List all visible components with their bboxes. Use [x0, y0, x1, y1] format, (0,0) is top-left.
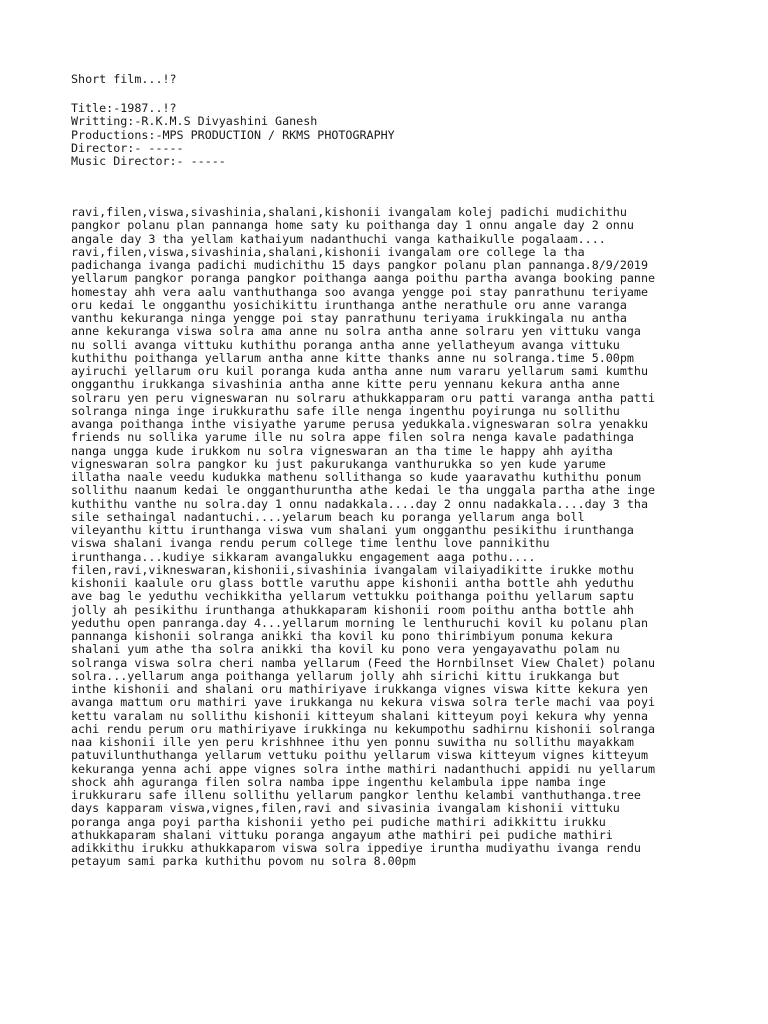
story-line: kishonii kaalule oru glass bottle varuthu appe kishonii antha bottle ahh yeduthu: [71, 576, 634, 590]
story-line: kettu varalam nu sollithu kishonii kitteyum shalani kitteyum poyi kekura why yenna: [71, 708, 648, 723]
story-line: friends nu sollika yarume ille nu solra appe filen solra nenga kavale padathinga: [71, 430, 634, 445]
story-line: kuthithu poithanga yellarum antha anne kitte thanks anne nu solranga.time 5.00pm: [71, 350, 634, 365]
story-line: nanga ungga kude irukkom nu solra vigneswaran an tha time le happy ahh ayitha: [71, 443, 613, 458]
credits-block: [71, 102, 395, 168]
story-line: nu solli avanga vittuku kuthithu poranga antha anne yellatheyum avanga vittuku: [71, 337, 620, 352]
story-line: ayiruchi yellarum oru kuil poranga kuda antha anne num vararu yellarum sami kumthu: [71, 364, 648, 378]
story-line: days kapparam viswa,vignes,filen,ravi and sivasinia ivangalam kishonii vittuku: [71, 801, 620, 816]
story-line: irunthanga...kudiye sikkaram avangalukku engagement aaga pothu....: [71, 549, 536, 564]
story-line: solraru yen peru vigneswaran nu solraru athukkapparam oru patti varanga antha patti: [71, 390, 656, 405]
story-line: sollithu naanum kedai le ongganthuruntha athe kedai le tha unggala partha athe inge: [71, 483, 656, 498]
story-line: yellarum pangkor poranga pangkor poithanga aanga poithu partha avanga booking panne: [71, 271, 656, 286]
music-director-line: Music Director:- -----: [71, 154, 226, 168]
writer-line: Writting:-R.K.M.S Divyashini Ganesh: [71, 114, 318, 129]
story-line: kekuranga yenna achi appe vignes solra inthe mathiri nadanthuchi appidi nu yellarum: [71, 761, 656, 776]
story-line: pannanga kishonii solranga anikki tha kovil ku pono thirimbiyum ponuma kekura: [71, 629, 613, 643]
story-line: ongganthu irukkanga sivashinia antha anne kitte peru yennanu kekura antha anne: [71, 377, 620, 392]
story-line: vigneswaran solra pangkor ku just pakurukanga vanthurukka so yen kude yarume: [71, 456, 606, 471]
story-line: ravi,filen,viswa,sivashinia,shalani,kishonii ivangalam kolej padichi mudichithu: [71, 205, 627, 219]
story-line: jolly ah pesikithu irunthanga athukkaparam kishonii room poithu antha bottle ahh: [71, 602, 634, 617]
productions-line: Productions:-MPS PRODUCTION / RKMS PHOTOGRAPHY: [71, 127, 395, 142]
story-line: vileyanthu kittu irunthanga viswa vum shalani yum ongganthu pesikithu irunthanga: [71, 523, 634, 537]
story-line: pangkor polanu plan pannanga home saty ku poithanga day 1 onnu angale day 2 onnu: [71, 218, 634, 233]
story-line: petayum sami parka kuthithu povom nu solra 8.00pm: [71, 854, 416, 869]
story-line: filen,ravi,vikneswaran,kishonii,sivashinia ivangalam vilaiyadikitte irukke mothu: [71, 562, 634, 577]
story-line: sile sethaingal nadantuchi....yelarum beach ku poranga yellarum anga boll: [71, 509, 585, 524]
story-line: irukkuraru safe illenu sollithu yellarum pangkor lenthu kelambi vanthuthanga.tree: [71, 788, 641, 802]
story-line: athukkaparam shalani vittuku poranga angayum athe mathiri pei pudiche mathiri: [71, 827, 613, 842]
story-line: shock ahh aguranga filen solra namba ippe ingenthu kelambula ippe namba inge: [71, 774, 606, 789]
story-line: patuvilunthuthanga yellarum vettuku poithu yellarum viswa kitteyum vignes kitteyum: [71, 748, 648, 763]
story-line: ravi,filen,viswa,sivashinia,shalani,kishonii ivangalam ore college la tha: [71, 244, 585, 259]
story-line: angale day 3 tha yellam kathaiyum nadanthuchi vanga kathaikulle pogalaam....: [71, 231, 606, 246]
story-line: yeduthu open panranga.day 4...yellarum morning le lenthuruchi kovil ku polanu plan: [71, 615, 648, 630]
story-line: adikkithu irukku athukkaparom viswa solra ippediye iruntha mudiyathu ivanga rendu: [71, 841, 641, 855]
document-heading: Short film...!?: [71, 72, 177, 86]
story-line: shalani yum athe tha solra anikki tha kovil ku pono vera yengayavathu polam nu: [71, 642, 620, 657]
title-line: Title:-1987..!?: [71, 101, 177, 115]
story-line: anne kekuranga viswa solra ama anne nu solra antha anne solraru yen vittuku vanga: [71, 324, 641, 339]
story-line: naa kishonii ille yen peru krishhnee ithu yen ponnu suwitha nu sollithu mayakkam: [71, 735, 634, 749]
story-line: oru kedai le ongganthu yosichikittu irunthanga anthe nerathule oru anne varanga: [71, 297, 627, 312]
story-line: solranga viswa solra cheri namba yellarum (Feed the Hornbilnset View Chalet) polanu: [71, 655, 656, 670]
story-line: avanga mattum oru mathiri yave irukkanga nu kekura viswa solra terle machi vaa poyi: [71, 695, 656, 710]
story-body: [71, 206, 655, 869]
story-line: kuthithu vanthe nu solra.day 1 onnu nadakkala....day 2 onnu nadakkala....day 3 tha: [71, 496, 648, 511]
story-line: achi rendu perum oru mathiriyave irukkinga nu kekumpothu sadhirnu kishonii solranga: [71, 721, 656, 736]
story-line: padichanga ivanga padichi mudichithu 15 days pangkor polanu plan pannanga.8/9/2019: [71, 258, 648, 272]
story-line: ave bag le yeduthu vechikkitha yellarum vettukku poithanga poithu yellarum saptu: [71, 589, 634, 604]
story-line: homestay ahh vera aalu vanthuthanga soo avanga yengge poi stay panrathunu teriyame: [71, 284, 648, 299]
story-line: inthe kishonii and shalani oru mathiriyave irukkanga vignes viswa kitte kekura yen: [71, 682, 648, 696]
story-line: solra...yellarum anga poithanga yellarum jolly ahh sirichi kittu irukkanga but: [71, 668, 620, 683]
story-line: vanthu kekuranga ninga yengge poi stay panrathunu teriyama irukkingala nu antha: [71, 311, 627, 325]
story-line: avanga poithanga inthe visiyathe yarume perusa yedukkala.vigneswaran solra yenakku: [71, 417, 648, 431]
story-line: solranga ninga inge irukkurathu safe ille nenga ingenthu poyirunga nu sollithu: [71, 403, 620, 418]
story-line: illatha naale veedu kudukka mathenu sollithanga so kude yaaravathu kuthithu ponum: [71, 470, 641, 484]
story-line: viswa shalani ivanga rendu perum college time lenthu love pannikithu: [71, 536, 550, 551]
director-line: Director:- -----: [71, 140, 184, 155]
story-line: poranga anga poyi partha kishonii yetho pei pudiche mathiri adikkittu irukku: [71, 814, 606, 829]
